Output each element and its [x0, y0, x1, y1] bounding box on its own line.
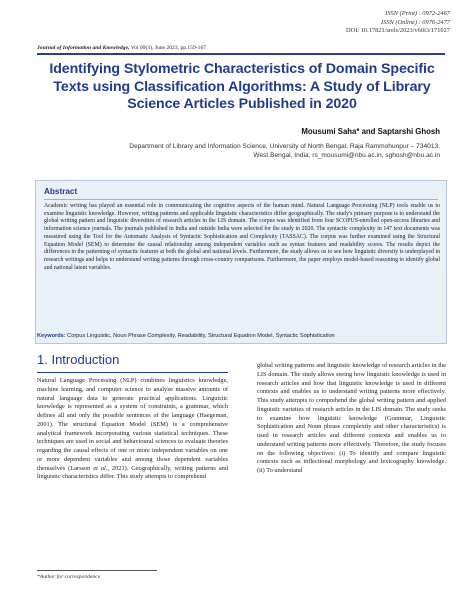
affiliation-line-2: West Bengal, India; rs_mousumi@nbu.ac.in, sghosh@nbu.ac.in — [253, 152, 440, 160]
keywords-text: Corpus Linguistic, Noun Phrase Complexity, Readability, Structural Equation Model, Syntactic Sophistication — [67, 333, 335, 339]
section-heading-introduction: 1. Introduction — [37, 352, 120, 367]
paragraph: global writing patterns and linguistic knowledge of research articles in the LIS domain. The study allows seeing how linguistic knowledge is used in research articles and how that linguistic knowledge is used in different contexts and enables us to understand writing patterns more effectively. This study attempts to comprehend the global writing pattern and applied linguistic varieties of research articles in the LIS domain. The study seeks to examine how linguistic knowledge (Grammar, Linguistic Sophistication and Noun phrase complexity and other characteristics) is used in research articles and different contexts and enables us to understand writing patterns more effectively. Therefore, the study focuses on the following objectives: (i) To identify and compare linguistic contexts such as inflectional morphology and lexicography knowledge. (ii) To understand — [257, 362, 446, 474]
author-affiliation — [20, 142, 440, 161]
affiliation-line-1: Department of Library and Information Science, University of North Bengal, Raja Rammohunpur – 734013, — [129, 143, 440, 150]
doi[interactable]: DOI: 10.17821/srels/2023/v60i3/171027 — [345, 27, 450, 35]
journal-name: Journal of Information and Knowledge, — [37, 45, 130, 51]
body-column-left — [37, 377, 228, 482]
footnote-rule — [37, 570, 157, 571]
article-authors: Mousumi Saha* and Saptarshi Ghosh — [301, 127, 440, 136]
header-rule — [37, 53, 445, 55]
paragraph: Natural Language Processing (NLP) combines linguistics knowledge, machine learning, and computer science to analyze massive amounts of natural language data to generate practical applications. Linguistic knowledge is represented as a system of constraints, a grammar, which defines all and only the possible sentences of the language (Haegeman, 2001). The structural Equation Model (SEM) is a comprehensive analytical framework incorporating various statistical techniques. These techniques are used in social and behavioural sciences to evaluate theories regarding the causal effects of one or more independent variables on one or more dependent variables and among those dependent variables themselves (Larsson et al., 2021). Geographically, writing patterns and linguistic characteristics differ. This study attempts to comprehend — [37, 377, 228, 481]
abstract-box — [35, 180, 447, 344]
journal-citation — [37, 45, 206, 51]
section-rule — [37, 372, 228, 373]
abstract-heading: Abstract — [44, 187, 78, 196]
body-column-right — [257, 362, 446, 476]
footnote: *Author for correspondence — [37, 574, 101, 580]
keywords — [37, 333, 445, 339]
abstract-text: Academic writing has played an essential role in communicating the cognitive aspects of the human mind. Natural Language Processing (NLP) tools enable us to examine linguistic knowledge. However, writing patterns and applicable linguistic characteristics differ geographically. The study's primary purpose is to understand the global writing pattern and linguistic diversities of research articles in the LIS domain. The corpus was identified from four SCOPUS-enrolled open-access libraries and information science journals. The journals published in India and outside India were selected for the study in 2020. The syntactic complexity in 147 text documents was measured using the Tool for the Automatic Analysis of Syntactic Sophistication and Complexity (TASSAC). The corpus was further examined using the Structural Equation Model (SEM) to determine the causal relationship among independent variables such as syntax features and readability scores. The results depict the differences in the patterning of syntactic features at both the global and national levels. Furthermore, the study allows us to see how linguistic diversity is underplayed in research writings and helps to understand writing patterns through cross-country comparisons. Furthermore, the paper employs model-based reasoning to identify global and national latent variables. — [44, 203, 440, 271]
abstract-rule — [44, 199, 438, 200]
journal-details: Vol 60(3), June 2023, pp.159-167 — [130, 45, 207, 51]
keywords-label: Keywords: — [37, 333, 66, 339]
issn-print: ISSN (Print) : 0972-2467 — [385, 10, 450, 17]
journal-identifiers — [346, 10, 450, 36]
issn-online: ISSN (Online) : 0976-2477 — [380, 18, 450, 26]
article-title: Identifying Stylometric Characteristics of Domain Specific Texts using Classification Algorithms: A Study of Library Science Articles Published in 2020 — [49, 61, 435, 112]
